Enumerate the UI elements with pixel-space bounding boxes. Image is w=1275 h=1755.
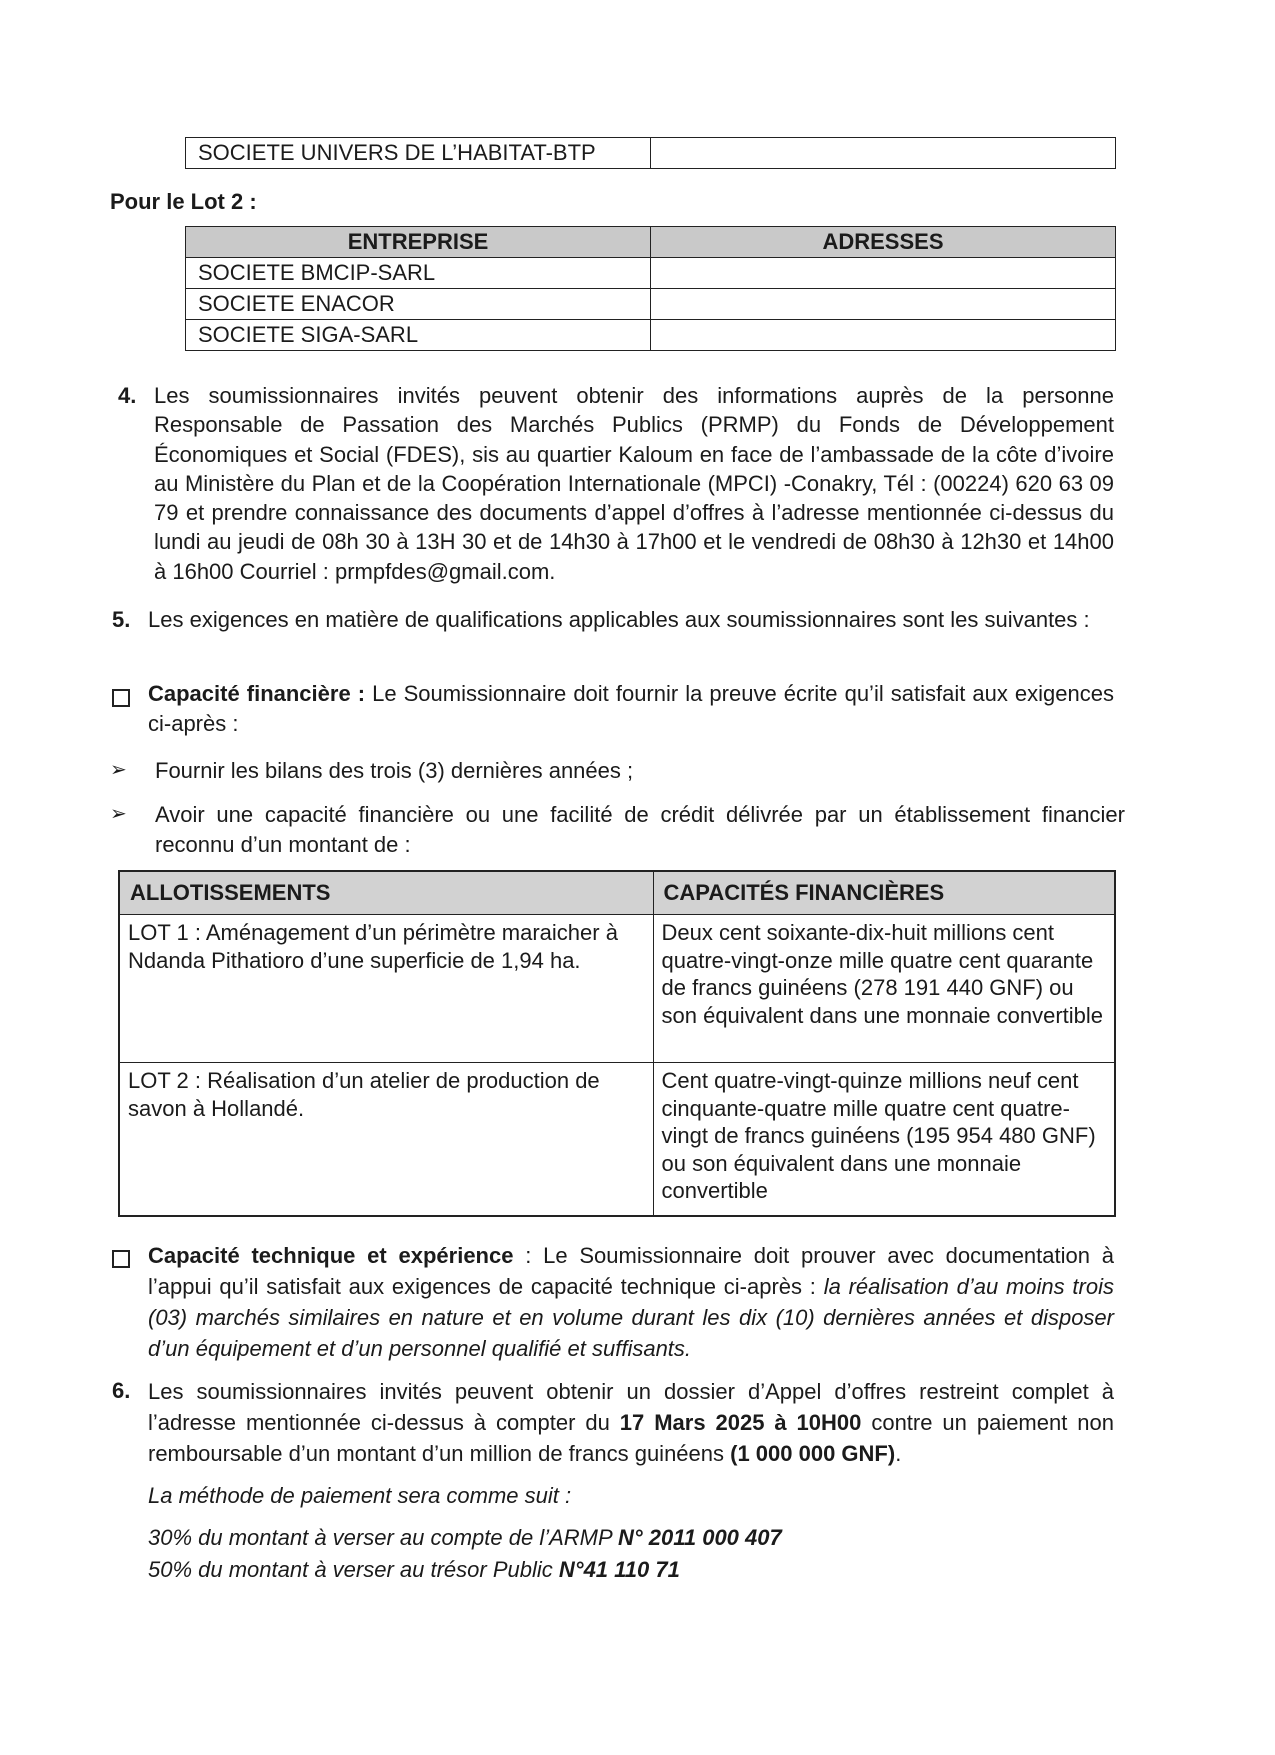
bullet-balance-sheets: Fournir les bilans des trois (3) dernières années ; — [155, 758, 634, 783]
table-row — [186, 138, 1116, 169]
address-cell — [651, 320, 1116, 351]
arrow-bullet-icon: ➢ — [110, 759, 127, 781]
payment-2-account: N°41 110 71 — [558, 1557, 680, 1582]
bullet-credit-facility: Avoir une capacité financière ou une facilité de crédit délivrée par un établissement financier reconnu d’un montant de : — [155, 802, 1125, 857]
section-6-text-b: contre un paiement non remboursable d’un montant d’un million de francs guinéens — [148, 1410, 1114, 1466]
address-cell — [651, 289, 1116, 320]
table-row — [186, 289, 1116, 320]
tender-fee: (1 000 000 GNF) — [730, 1441, 896, 1466]
company-cell: SOCIETE SIGA-SARL — [186, 320, 651, 351]
section-6-text — [148, 1376, 1114, 1469]
section-4-text: Les soumissionnaires invités peuvent obtenir des informations auprès de la personne Responsable de Passation des Marchés Publics (PRMP) du Fonds de Développement Économiques et Social (FDES), sis au quartier Kaloum en face de l’ambassade de la côte d’ivoire au Ministère du Plan et de la Coopération Internationale (MPCI) -Conakry, Tél : (00224) 620 63 09 79 et prendre connaissance des documents d’appel d’offres à l’adresse mentionnée ci-dessus du lundi au jeudi de 08h 30 à 13H 30 et de 14h30 à 17h00 et le vendredi de 08h30 à 12h30 et 14h00 à 16h00 Courriel : prmpfdes@gmail.com. — [154, 383, 1114, 584]
allotment-header: ALLOTISSEMENTS — [119, 871, 653, 915]
lot-cell: LOT 1 : Aménagement d’un périmètre maraicher à Ndanda Pithatioro d’une superficie de 1,94 ha. — [119, 915, 653, 1063]
table-row — [119, 915, 1115, 1063]
section-6-text-c: . — [895, 1441, 902, 1466]
financial-capacity-table — [118, 870, 1116, 1217]
section-6-number: 6. — [112, 1378, 131, 1403]
payment-1-text: 30% du montant à verser au compte de l’ARMP — [148, 1525, 618, 1550]
technical-capacity-paragraph — [148, 1240, 1114, 1364]
amount-cell: Cent quatre-vingt-quinze millions neuf cent cinquante-quatre mille quatre cent quatre-vingt de francs guinéens (195 954 480 GNF) ou son équivalent dans une monnaie convertible — [653, 1063, 1115, 1216]
address-cell — [651, 258, 1116, 289]
payment-method-intro: La méthode de paiement sera comme suit : — [148, 1483, 572, 1508]
checkbox-icon — [112, 689, 130, 707]
payment-line-2 — [148, 1555, 680, 1584]
lot1-company-table — [185, 137, 1116, 169]
lot2-heading: Pour le Lot 2 : — [110, 189, 257, 214]
technical-capacity-requirement: la réalisation d’au moins trois (03) marchés similaires en nature et en volume durant les dix (10) dernières années et disposer d’un équipement et d’un personnel qualifié et suffisants. — [148, 1274, 1114, 1361]
lot-cell: LOT 2 : Réalisation d’un atelier de production de savon à Hollandé. — [119, 1063, 653, 1216]
table-row — [186, 320, 1116, 351]
tender-date: 17 Mars 2025 à 10H00 — [619, 1410, 862, 1435]
lot2-company-table — [185, 226, 1116, 351]
address-header: ADRESSES — [651, 227, 1116, 258]
table-row — [186, 258, 1116, 289]
financial-capacity-paragraph — [148, 679, 1114, 739]
section-6-text-a: Les soumissionnaires invités peuvent obtenir un dossier d’Appel d’offres restreint complet à l’adresse mentionnée ci-dessus à compter du — [148, 1379, 1114, 1435]
financial-capacity-text: Le Soumissionnaire doit fournir la preuve écrite qu’il satisfait aux exigences ci-après : — [148, 681, 1114, 736]
technical-capacity-text: : Le Soumissionnaire doit prouver avec documentation à l’appui qu’il satisfait aux exigences de capacité technique ci-après : — [148, 1243, 1114, 1299]
financial-capacity-label: Capacité financière : — [148, 681, 366, 706]
arrow-bullet-icon: ➢ — [110, 803, 127, 825]
payment-line-1 — [148, 1523, 782, 1552]
section-5-number: 5. — [112, 607, 131, 632]
table-row — [119, 1063, 1115, 1216]
section-5-text: Les exigences en matière de qualifications applicables aux soumissionnaires sont les suivantes : — [148, 607, 1090, 632]
address-cell — [651, 138, 1116, 169]
table-header-row — [186, 227, 1116, 258]
section-4-number: 4. — [118, 383, 137, 408]
payment-2-text: 50% du montant à verser au trésor Public — [148, 1557, 559, 1582]
company-header: ENTREPRISE — [186, 227, 651, 258]
company-cell: SOCIETE BMCIP-SARL — [186, 258, 651, 289]
company-cell: SOCIETE ENACOR — [186, 289, 651, 320]
technical-capacity-label: Capacité technique et expérience — [148, 1243, 514, 1268]
financial-capacity-header: CAPACITÉS FINANCIÈRES — [653, 871, 1115, 915]
payment-1-account: N° 2011 000 407 — [617, 1525, 782, 1550]
amount-cell: Deux cent soixante-dix-huit millions cent quatre-vingt-onze mille quatre cent quarante de francs guinéens (278 191 440 GNF) ou son équivalent dans une monnaie convertible — [653, 915, 1115, 1063]
checkbox-icon — [112, 1250, 130, 1268]
company-cell: SOCIETE UNIVERS DE L’HABITAT-BTP — [186, 138, 651, 169]
table-header-row — [119, 871, 1115, 915]
